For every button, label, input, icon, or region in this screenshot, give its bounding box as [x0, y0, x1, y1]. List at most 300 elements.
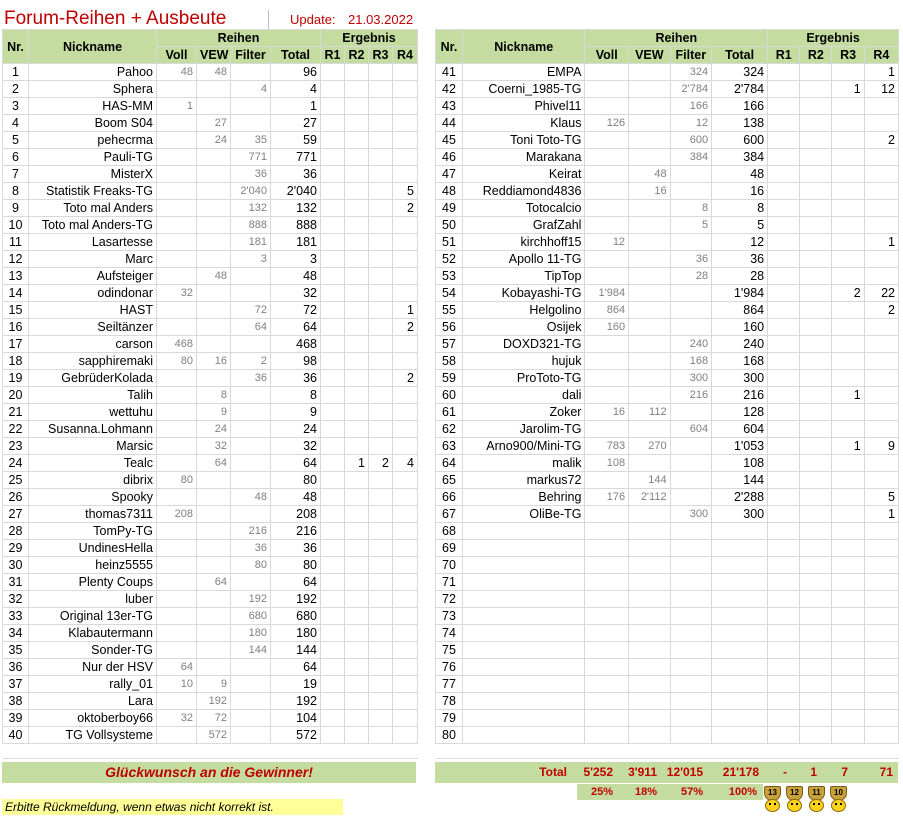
cell-nr: 29 [3, 540, 29, 557]
cell-r4 [393, 676, 418, 693]
cell-r3 [369, 693, 393, 710]
cell-r1 [321, 387, 345, 404]
cell-r4 [393, 608, 418, 625]
cell-r3 [369, 523, 393, 540]
cell-r2 [800, 642, 832, 659]
cell-nr: 15 [3, 302, 29, 319]
cell-nickname: MisterX [29, 166, 157, 183]
cell-vew [629, 319, 671, 336]
cell-r4 [864, 727, 898, 744]
cell-r4 [393, 268, 418, 285]
cell-r3 [369, 251, 393, 268]
cell-filter [670, 574, 712, 591]
cell-r2 [345, 336, 369, 353]
cell-filter: 80 [231, 557, 271, 574]
table-row [436, 676, 899, 693]
cell-r3 [832, 64, 864, 81]
trophy-icon: 13 [762, 786, 781, 812]
table-row [3, 302, 418, 319]
right-table [435, 29, 899, 759]
cell-total [712, 727, 768, 744]
update-date: 21.03.2022 [348, 12, 414, 27]
table-row [436, 387, 899, 404]
cell-r4 [393, 642, 418, 659]
cell-r4 [864, 387, 898, 404]
left-table-body [3, 64, 418, 759]
cell-nickname: rally_01 [29, 676, 157, 693]
cell-total: 2'040 [271, 183, 321, 200]
cell-r4 [864, 149, 898, 166]
cell-r1 [321, 353, 345, 370]
cell-filter: 600 [670, 132, 712, 149]
table-row [3, 642, 418, 659]
cell-r3 [832, 166, 864, 183]
cell-r2 [345, 540, 369, 557]
cell-r2 [345, 183, 369, 200]
col-total: Total [271, 47, 321, 64]
cell-nr: 5 [3, 132, 29, 149]
cell-total: 12 [712, 234, 768, 251]
cell-voll [585, 149, 629, 166]
cell-voll [585, 659, 629, 676]
cell-vew [197, 642, 231, 659]
cell-r4 [864, 574, 898, 591]
cell-r3 [832, 319, 864, 336]
cell-nr: 33 [3, 608, 29, 625]
cell-r1 [321, 149, 345, 166]
table-row [3, 268, 418, 285]
cell-r4 [393, 353, 418, 370]
cell-nr: 74 [436, 625, 463, 642]
cell-total: 680 [271, 608, 321, 625]
cell-r2 [345, 149, 369, 166]
cell-total: 216 [271, 523, 321, 540]
cell-r1 [768, 489, 800, 506]
cell-nr: 35 [3, 642, 29, 659]
cell-nr: 59 [436, 370, 463, 387]
table-row [436, 251, 899, 268]
cell-filter: 180 [231, 625, 271, 642]
cell-nickname: Coerni_1985-TG [462, 81, 584, 98]
cell-nickname [462, 676, 584, 693]
cell-nr: 2 [3, 81, 29, 98]
cell-nr: 52 [436, 251, 463, 268]
cell-nr: 7 [3, 166, 29, 183]
cell-r1 [321, 591, 345, 608]
cell-vew [197, 200, 231, 217]
cell-r4 [393, 710, 418, 727]
table-row [3, 217, 418, 234]
cell-voll [585, 608, 629, 625]
cell-total [712, 591, 768, 608]
cell-vew [629, 353, 671, 370]
cell-filter [231, 336, 271, 353]
cell-vew [197, 302, 231, 319]
cell-filter [670, 676, 712, 693]
cell-filter: 35 [231, 132, 271, 149]
cell-nr: 21 [3, 404, 29, 421]
cell-r3 [369, 132, 393, 149]
cell-voll [585, 336, 629, 353]
cell-vew: 48 [197, 268, 231, 285]
cell-nickname [462, 557, 584, 574]
cell-nr: 41 [436, 64, 463, 81]
cell-nickname: Klabautermann [29, 625, 157, 642]
cell-voll [585, 98, 629, 115]
cell-total: 324 [712, 64, 768, 81]
cell-vew [629, 251, 671, 268]
cell-nickname: dibrix [29, 472, 157, 489]
cell-vew [629, 659, 671, 676]
total-r3: 7 [841, 765, 848, 779]
cell-r3 [369, 370, 393, 387]
cell-nr: 58 [436, 353, 463, 370]
cell-nr: 73 [436, 608, 463, 625]
cell-total [712, 608, 768, 625]
cell-filter [670, 642, 712, 659]
cell-total [712, 642, 768, 659]
cell-filter [231, 268, 271, 285]
cell-r1 [321, 319, 345, 336]
cell-nickname [462, 540, 584, 557]
cell-r1 [768, 387, 800, 404]
cell-vew [629, 421, 671, 438]
cell-r1 [321, 268, 345, 285]
cell-r2 [345, 302, 369, 319]
cell-r4 [864, 404, 898, 421]
table-row [436, 591, 899, 608]
cell-nickname: DOXD321-TG [462, 336, 584, 353]
cell-r3 [832, 251, 864, 268]
cell-r2 [800, 574, 832, 591]
cell-r2 [345, 659, 369, 676]
cell-r3 [832, 234, 864, 251]
cell-r4 [864, 625, 898, 642]
cell-r4: 4 [393, 455, 418, 472]
cell-nr: 64 [436, 455, 463, 472]
cell-voll: 208 [157, 506, 197, 523]
cell-vew [197, 608, 231, 625]
cell-r2 [345, 625, 369, 642]
cell-voll [157, 574, 197, 591]
cell-voll [157, 557, 197, 574]
col-r3: R3 [369, 47, 393, 64]
cell-total: 4 [271, 81, 321, 98]
cell-r2 [345, 557, 369, 574]
cell-r2 [345, 251, 369, 268]
cell-r4 [393, 489, 418, 506]
cell-total: 8 [712, 200, 768, 217]
cell-voll [585, 387, 629, 404]
cell-nickname: malik [462, 455, 584, 472]
cell-nickname: Tealc [29, 455, 157, 472]
cell-vew: 144 [629, 472, 671, 489]
cell-nr: 50 [436, 217, 463, 234]
cell-vew: 9 [197, 676, 231, 693]
cell-filter: 36 [670, 251, 712, 268]
cell-vew [197, 183, 231, 200]
cell-vew: 572 [197, 727, 231, 744]
cell-voll [585, 166, 629, 183]
cell-vew [629, 81, 671, 98]
cell-filter: 3 [231, 251, 271, 268]
cell-nr: 8 [3, 183, 29, 200]
table-row [3, 387, 418, 404]
cell-voll [157, 540, 197, 557]
col-filter: Filter [670, 47, 712, 64]
cell-total: 104 [271, 710, 321, 727]
cell-filter [231, 472, 271, 489]
table-row [436, 642, 899, 659]
cell-filter: 300 [670, 370, 712, 387]
cell-r3 [832, 353, 864, 370]
cell-r1 [321, 693, 345, 710]
cell-total: 180 [271, 625, 321, 642]
cell-r3 [832, 404, 864, 421]
cell-total: 2'784 [712, 81, 768, 98]
cell-r1 [768, 421, 800, 438]
cell-r3 [832, 421, 864, 438]
cell-vew [197, 659, 231, 676]
cell-nr: 65 [436, 472, 463, 489]
cell-vew [629, 370, 671, 387]
cell-vew: 24 [197, 421, 231, 438]
cell-r3 [369, 438, 393, 455]
cell-r2 [800, 319, 832, 336]
cell-filter: 2'040 [231, 183, 271, 200]
cell-r4: 2 [393, 370, 418, 387]
cell-r4: 1 [864, 64, 898, 81]
cell-r4: 9 [864, 438, 898, 455]
col-nickname: Nickname [462, 30, 584, 64]
cell-r2 [800, 132, 832, 149]
trophy-icon: 11 [806, 786, 825, 812]
cell-voll: 80 [157, 353, 197, 370]
cell-voll [585, 523, 629, 540]
cell-r4 [393, 693, 418, 710]
cell-total: 600 [712, 132, 768, 149]
cell-total: 1'984 [712, 285, 768, 302]
cell-total: 1 [271, 98, 321, 115]
cell-voll [157, 132, 197, 149]
cell-r3 [832, 506, 864, 523]
cell-filter: 36 [231, 540, 271, 557]
cell-filter: 168 [670, 353, 712, 370]
cell-total: 36 [712, 251, 768, 268]
cell-r3 [832, 183, 864, 200]
cell-voll [585, 506, 629, 523]
cell-nr: 28 [3, 523, 29, 540]
cell-vew: 112 [629, 404, 671, 421]
cell-r1 [321, 64, 345, 81]
table-row [3, 727, 418, 744]
table-row [3, 591, 418, 608]
spacer-row [436, 744, 899, 759]
table-row [3, 234, 418, 251]
cell-total: 160 [712, 319, 768, 336]
table-row [436, 64, 899, 81]
cell-filter: 166 [670, 98, 712, 115]
cell-nr: 80 [436, 727, 463, 744]
cell-r3 [369, 319, 393, 336]
cell-nr: 3 [3, 98, 29, 115]
cell-nickname: luber [29, 591, 157, 608]
cell-nickname: Toni Toto-TG [462, 132, 584, 149]
cell-vew [197, 472, 231, 489]
cell-nickname: Marsic [29, 438, 157, 455]
cell-nr: 13 [3, 268, 29, 285]
cell-voll [157, 166, 197, 183]
cell-voll [157, 387, 197, 404]
cell-r1 [768, 659, 800, 676]
table-row [3, 200, 418, 217]
cell-filter: 384 [670, 149, 712, 166]
cell-r4 [393, 336, 418, 353]
cell-r2 [800, 710, 832, 727]
cell-voll [157, 523, 197, 540]
table-row [436, 438, 899, 455]
cell-filter [670, 404, 712, 421]
cell-r4 [393, 149, 418, 166]
cell-voll [157, 404, 197, 421]
cell-nickname: GebrüderKolada [29, 370, 157, 387]
cell-nr: 22 [3, 421, 29, 438]
cell-r2 [345, 642, 369, 659]
cell-r2 [800, 149, 832, 166]
cell-nr: 12 [3, 251, 29, 268]
cell-r3 [369, 268, 393, 285]
cell-nickname: UndinesHella [29, 540, 157, 557]
cell-r2 [345, 574, 369, 591]
cell-nr: 44 [436, 115, 463, 132]
cell-total: 572 [271, 727, 321, 744]
cell-r4 [393, 727, 418, 744]
cell-r2 [800, 472, 832, 489]
cell-total: 72 [271, 302, 321, 319]
cell-vew [629, 387, 671, 404]
cell-voll [157, 370, 197, 387]
table-row [436, 455, 899, 472]
cell-filter: 5 [670, 217, 712, 234]
table-row [3, 506, 418, 523]
cell-r3 [369, 642, 393, 659]
cell-nr: 26 [3, 489, 29, 506]
table-row [3, 98, 418, 115]
cell-voll: 1 [157, 98, 197, 115]
cell-nr: 23 [3, 438, 29, 455]
cell-vew: 24 [197, 132, 231, 149]
cell-vew [197, 285, 231, 302]
cell-nickname [462, 523, 584, 540]
cell-total: 48 [271, 268, 321, 285]
cell-r4 [393, 404, 418, 421]
cell-r2 [345, 404, 369, 421]
cell-filter [231, 710, 271, 727]
cell-r4 [393, 64, 418, 81]
cell-r4 [393, 659, 418, 676]
col-r1: R1 [321, 47, 345, 64]
cell-r1 [768, 506, 800, 523]
cell-r3 [369, 166, 393, 183]
cell-vew: 48 [197, 64, 231, 81]
cell-r2 [800, 302, 832, 319]
cell-r2 [800, 370, 832, 387]
cell-r3 [369, 200, 393, 217]
cell-voll: 783 [585, 438, 629, 455]
cell-vew [629, 727, 671, 744]
col-voll: Voll [157, 47, 197, 64]
cell-vew: 16 [197, 353, 231, 370]
cell-nickname: odindonar [29, 285, 157, 302]
cell-total: 771 [271, 149, 321, 166]
cell-nr: 31 [3, 574, 29, 591]
table-row [436, 353, 899, 370]
cell-r4 [864, 353, 898, 370]
cell-r1 [321, 302, 345, 319]
cell-r2 [800, 540, 832, 557]
cell-filter [231, 64, 271, 81]
cell-r3 [369, 183, 393, 200]
cell-r4 [864, 319, 898, 336]
cell-r1 [768, 64, 800, 81]
cell-r2 [345, 608, 369, 625]
cell-total: 64 [271, 659, 321, 676]
cell-total: 216 [712, 387, 768, 404]
cell-r3 [369, 217, 393, 234]
col-nr: Nr. [3, 30, 29, 64]
cell-voll: 1'984 [585, 285, 629, 302]
cell-r4 [864, 710, 898, 727]
cell-r2 [345, 200, 369, 217]
cell-r3 [369, 625, 393, 642]
cell-r2 [345, 727, 369, 744]
col-filter: Filter [231, 47, 271, 64]
cell-vew: 72 [197, 710, 231, 727]
table-row [436, 608, 899, 625]
cell-r3 [832, 268, 864, 285]
table-row [3, 132, 418, 149]
cell-voll: 48 [157, 64, 197, 81]
cell-r1 [768, 234, 800, 251]
cell-r2 [800, 81, 832, 98]
cell-r2 [345, 132, 369, 149]
cell-r1 [321, 642, 345, 659]
cell-nr: 77 [436, 676, 463, 693]
cell-r4 [864, 370, 898, 387]
cell-vew [629, 642, 671, 659]
cell-r3: 2 [832, 285, 864, 302]
cell-r4 [864, 523, 898, 540]
cell-r3 [832, 370, 864, 387]
cell-vew: 270 [629, 438, 671, 455]
cell-r3 [369, 506, 393, 523]
cell-r3 [832, 625, 864, 642]
cell-nickname: HAST [29, 302, 157, 319]
cell-r4 [393, 540, 418, 557]
cell-r2 [345, 472, 369, 489]
cell-voll [157, 489, 197, 506]
cell-r4 [393, 574, 418, 591]
cell-nickname: Kobayashi-TG [462, 285, 584, 302]
cell-voll [157, 438, 197, 455]
cell-r2 [800, 727, 832, 744]
cell-nr: 14 [3, 285, 29, 302]
group-ergebnis: Ergebnis [768, 30, 899, 47]
cell-r4 [393, 438, 418, 455]
cell-total: 192 [271, 591, 321, 608]
cell-vew [629, 455, 671, 472]
cell-vew [197, 251, 231, 268]
